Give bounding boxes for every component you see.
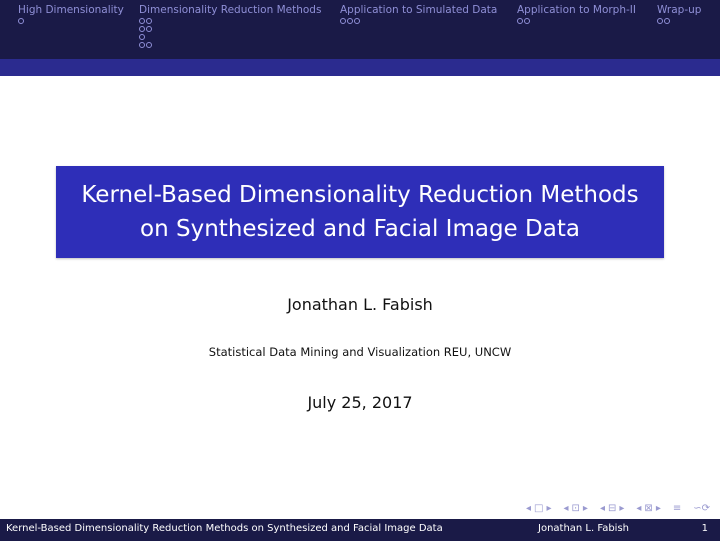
frame-dot-icon[interactable] xyxy=(664,18,670,24)
slide-icon[interactable]: □ xyxy=(534,503,544,514)
nav-section-label[interactable]: High Dimensionality xyxy=(18,4,124,16)
frame-dot-icon[interactable] xyxy=(139,26,145,32)
title-block xyxy=(56,166,664,258)
frame-dot-icon[interactable] xyxy=(657,18,663,24)
nav-dot-row xyxy=(139,25,321,33)
next-subsection-icon[interactable]: ▸ xyxy=(619,503,625,514)
navigation-subbar xyxy=(0,59,720,76)
frame-dot-icon[interactable] xyxy=(139,18,145,24)
next-frame-icon[interactable]: ▸ xyxy=(582,503,588,514)
nav-dot-row xyxy=(139,41,321,49)
previous-section-icon[interactable]: ◂ xyxy=(636,503,642,514)
subsection-icon[interactable]: ⊟ xyxy=(607,503,617,514)
frame-dot-icon[interactable] xyxy=(146,18,152,24)
frame-dot-icon[interactable] xyxy=(18,18,24,24)
footer-author: Jonathan L. Fabish xyxy=(538,523,630,534)
presentation-date: July 25, 2017 xyxy=(307,393,413,412)
nav-section-wrap-up[interactable] xyxy=(657,4,701,25)
frame-dot-icon[interactable] xyxy=(146,26,152,32)
nav-section-dimensionality-reduction-methods[interactable] xyxy=(139,4,321,49)
section-navigation-bar xyxy=(0,0,720,59)
align-icon[interactable]: ≡ xyxy=(672,503,682,514)
frame-dot-icon[interactable] xyxy=(517,18,523,24)
footer-bar xyxy=(0,519,720,541)
frame-dot-icon[interactable] xyxy=(146,42,152,48)
footer-title: Kernel-Based Dimensionality Reduction Methods on Synthesized and Facial Image Data xyxy=(6,523,443,534)
next-slide-icon[interactable]: ▸ xyxy=(546,503,552,514)
previous-frame-icon[interactable]: ◂ xyxy=(563,503,569,514)
presentation-title-line-1: Kernel-Based Dimensionality Reduction Methods xyxy=(81,182,639,208)
page-number: 1 xyxy=(701,523,708,534)
search-back-forward-icon[interactable]: ∽⟳ xyxy=(693,503,710,514)
nav-dot-row xyxy=(657,17,701,25)
nav-dot-row xyxy=(517,17,636,25)
section-icon[interactable]: ⊠ xyxy=(644,503,653,514)
institute: Statistical Data Mining and Visualization REU, UNCW xyxy=(208,345,512,359)
frame-icon[interactable]: ⊡ xyxy=(571,503,580,514)
author-name: Jonathan L. Fabish xyxy=(287,295,433,314)
nav-frame-dots xyxy=(517,17,636,25)
nav-dot-row xyxy=(139,33,321,41)
presentation-title-line-2: on Synthesized and Facial Image Data xyxy=(140,216,580,242)
nav-section-application-morph-ii[interactable] xyxy=(517,4,636,25)
beamer-navigation-symbols xyxy=(526,502,710,516)
nav-section-application-simulated-data[interactable] xyxy=(340,4,497,25)
previous-subsection-icon[interactable]: ◂ xyxy=(599,503,605,514)
frame-dot-icon[interactable] xyxy=(347,18,353,24)
nav-section-label[interactable]: Dimensionality Reduction Methods xyxy=(139,4,322,16)
nav-dot-row xyxy=(340,17,497,25)
frame-dot-icon[interactable] xyxy=(139,34,145,40)
nav-frame-dots xyxy=(657,17,701,25)
nav-dot-row xyxy=(18,17,124,25)
nav-section-label[interactable]: Application to Simulated Data xyxy=(340,4,498,16)
nav-frame-dots xyxy=(139,17,321,49)
nav-section-label[interactable]: Wrap-up xyxy=(657,4,702,16)
next-section-icon[interactable]: ▸ xyxy=(655,503,661,514)
nav-dot-row xyxy=(139,17,321,25)
nav-section-high-dimensionality[interactable] xyxy=(18,4,124,25)
frame-dot-icon[interactable] xyxy=(340,18,346,24)
nav-frame-dots xyxy=(18,17,124,25)
nav-section-label[interactable]: Application to Morph-II xyxy=(517,4,636,16)
nav-frame-dots xyxy=(340,17,497,25)
frame-dot-icon[interactable] xyxy=(354,18,360,24)
frame-dot-icon[interactable] xyxy=(524,18,530,24)
frame-dot-icon[interactable] xyxy=(139,42,145,48)
previous-slide-icon[interactable]: ◂ xyxy=(525,503,531,514)
